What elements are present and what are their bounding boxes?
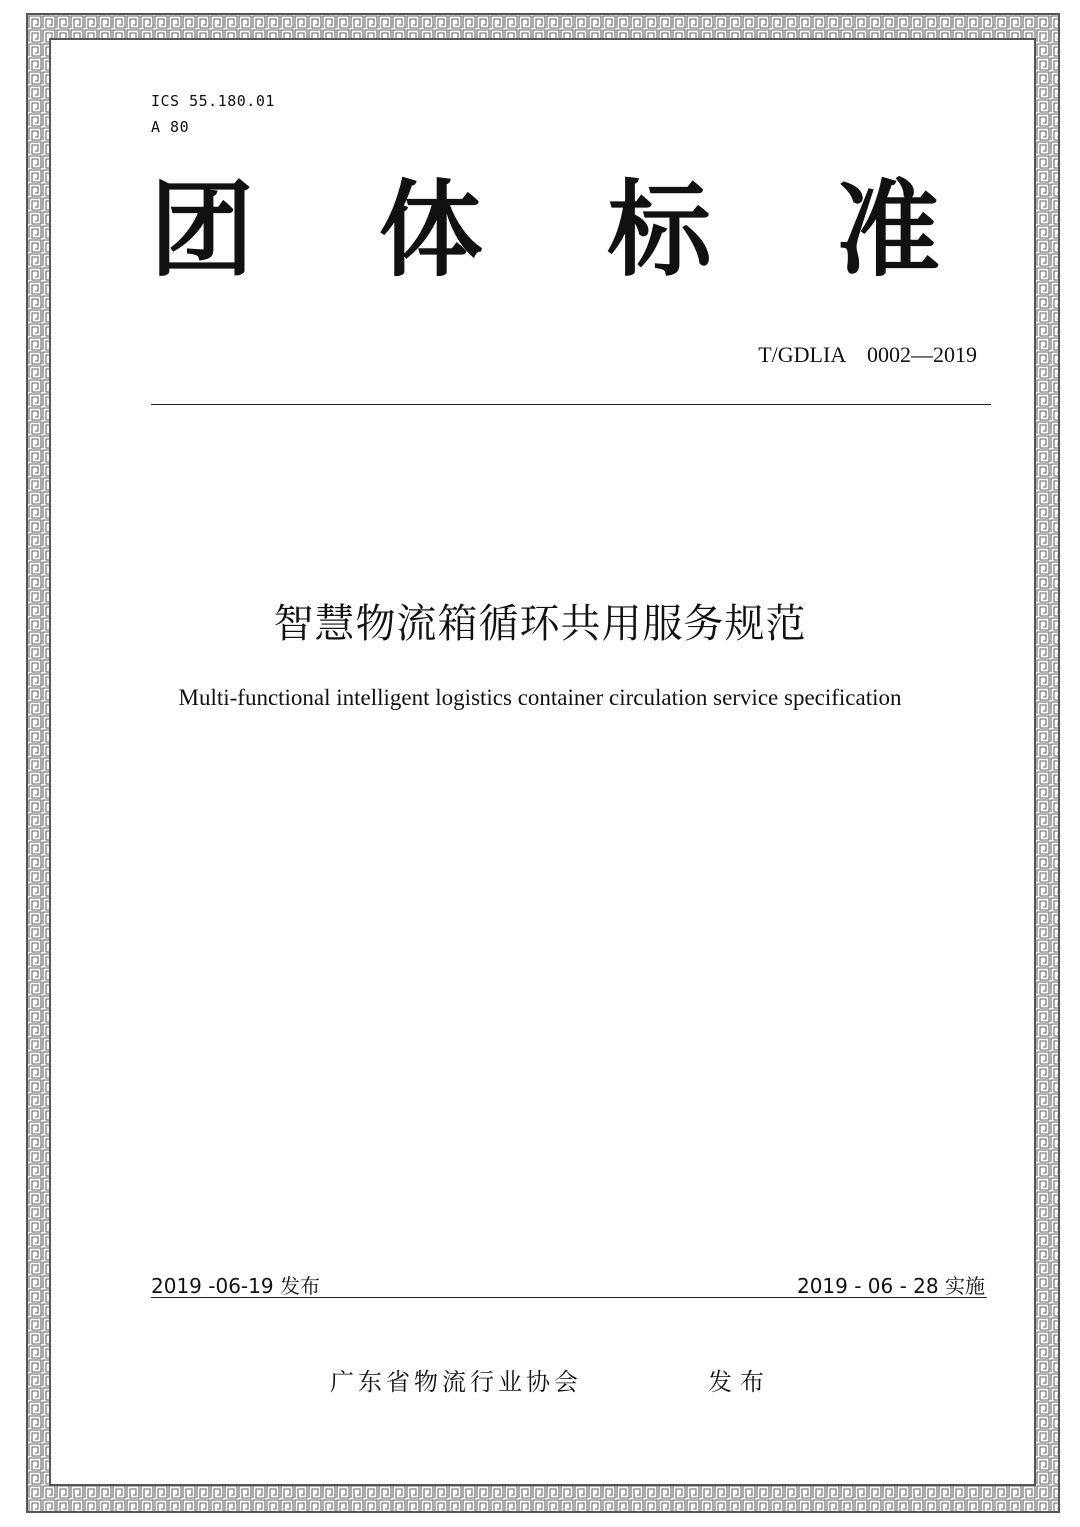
bottom-divider (151, 1297, 987, 1298)
publish-date: 2019 -06-19 发布 (151, 1274, 320, 1298)
document-type-title (150, 165, 940, 295)
top-divider (151, 404, 991, 405)
publisher-name: 广东省物流行业协会 (330, 1368, 582, 1396)
issue-label: 发布 (708, 1368, 772, 1396)
ics-code: ICS 55.180.01 (151, 92, 275, 110)
title-char: 团 (150, 169, 255, 291)
title-char: 体 (378, 169, 483, 291)
standard-title-en: Multi-functional intelligent logistics container circulation service specification (178, 685, 902, 710)
standard-number: T/GDLIA 0002—2019 (758, 342, 977, 367)
title-char: 准 (835, 169, 940, 291)
standard-title-cn: 智慧物流箱循环共用服务规范 (273, 601, 807, 647)
title-char: 标 (607, 169, 712, 291)
implementation-date: 2019 - 06 - 28 实施 (796, 1274, 985, 1298)
classification-code: A 80 (151, 118, 190, 136)
